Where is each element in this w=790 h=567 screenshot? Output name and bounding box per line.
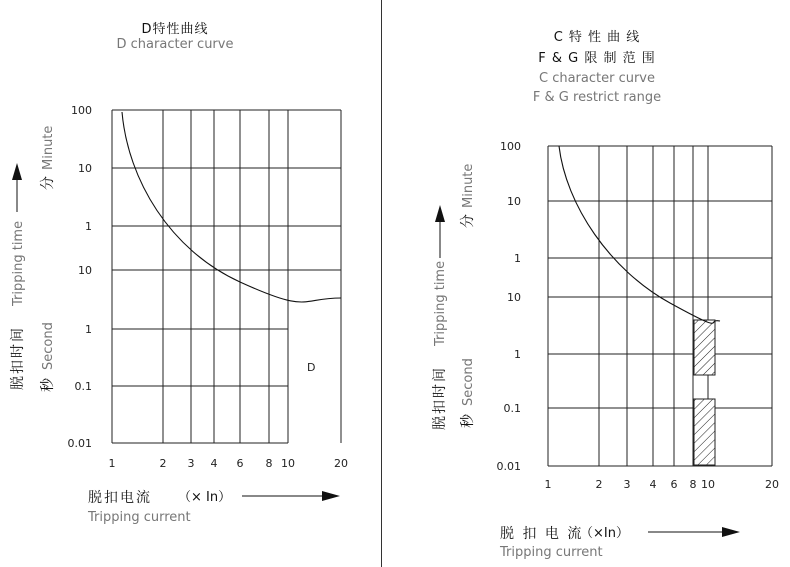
- chart-title-cn-1: C 特 性 曲 线: [553, 30, 641, 45]
- chart-title-cn: D特性曲线: [141, 22, 209, 37]
- y-unit-second-cn: 秒: [460, 412, 476, 428]
- x-axis-unit: （× In）: [178, 490, 232, 505]
- x-tick-label: 3: [623, 478, 631, 491]
- y-tick-label: 10: [507, 291, 521, 304]
- y-unit-second-en: Second: [41, 322, 56, 370]
- x-tick-label: 4: [649, 478, 657, 491]
- restrict-range-box: [694, 320, 715, 375]
- y-tick-label: 1: [514, 252, 521, 265]
- x-tick-label: 3: [187, 457, 195, 470]
- y-unit-minute-cn: 分: [40, 174, 56, 190]
- x-tick-label: 2: [595, 478, 603, 491]
- x-axis-unit: （×In）: [580, 526, 629, 541]
- chart-title-en-2: F & G restrict range: [532, 90, 662, 105]
- y-tick-label: 10: [78, 162, 92, 175]
- curve-annotation-d: D: [307, 361, 316, 374]
- restrict-range-box: [694, 399, 715, 465]
- x-axis-label-cn: 脱 扣 电 流: [500, 526, 584, 542]
- y-unit-second-cn: 秒: [40, 376, 56, 392]
- x-tick-label: 20: [334, 457, 348, 470]
- y-tick-label: 100: [500, 140, 521, 153]
- y-unit-minute-en: Minute: [461, 163, 476, 208]
- y-tick-label: 1: [514, 348, 521, 361]
- y-unit-minute-en: Minute: [41, 125, 56, 170]
- y-tick-label: 10: [78, 264, 92, 277]
- x-tick-label: 8: [689, 478, 697, 491]
- chart-title-en: D character curve: [116, 37, 234, 52]
- chart-title-en-1: C character curve: [538, 71, 656, 86]
- y-axis-label-en: Tripping time: [11, 220, 26, 306]
- chart-title-cn-2: F & G 限 制 范 围: [538, 51, 656, 66]
- x-tick-label: 20: [765, 478, 779, 491]
- x-tick-label: 10: [281, 457, 295, 470]
- y-tick-label: 100: [71, 104, 92, 117]
- y-unit-minute-cn: 分: [460, 212, 476, 228]
- y-tick-label: 0.1: [74, 380, 92, 393]
- y-tick-label: 0.1: [503, 402, 521, 415]
- y-axis-arrow: [435, 205, 445, 258]
- x-tick-label: 4: [210, 457, 218, 470]
- x-axis-label-cn: 脱扣电流: [88, 490, 152, 506]
- y-tick-label: 1: [85, 323, 92, 336]
- x-tick-label: 8: [265, 457, 273, 470]
- x-axis-label-en: Tripping current: [88, 510, 191, 525]
- y-tick-label: 0.01: [67, 437, 92, 450]
- x-tick-label: 1: [544, 478, 552, 491]
- y-tick-labels: [497, 140, 522, 473]
- x-tick-label: 6: [670, 478, 678, 491]
- y-tick-label: 10: [507, 195, 521, 208]
- y-unit-second-en: Second: [461, 358, 476, 406]
- x-tick-label: 1: [108, 457, 116, 470]
- x-tick-labels: [545, 478, 780, 491]
- x-axis-arrow: [648, 527, 740, 537]
- x-axis-label-en: Tripping current: [500, 545, 603, 560]
- y-axis-label-cn: 脱扣时间: [432, 366, 448, 430]
- fg-restrict-ranges: [694, 320, 715, 465]
- y-tick-label: 1: [85, 220, 92, 233]
- x-tick-label: 10: [701, 478, 715, 491]
- y-axis-label-cn: 脱扣时间: [10, 326, 26, 390]
- x-tick-label: 6: [236, 457, 244, 470]
- x-tick-label: 2: [159, 457, 167, 470]
- y-axis-label-en: Tripping time: [433, 260, 448, 346]
- grid: [548, 146, 772, 466]
- y-tick-label: 0.01: [496, 460, 521, 473]
